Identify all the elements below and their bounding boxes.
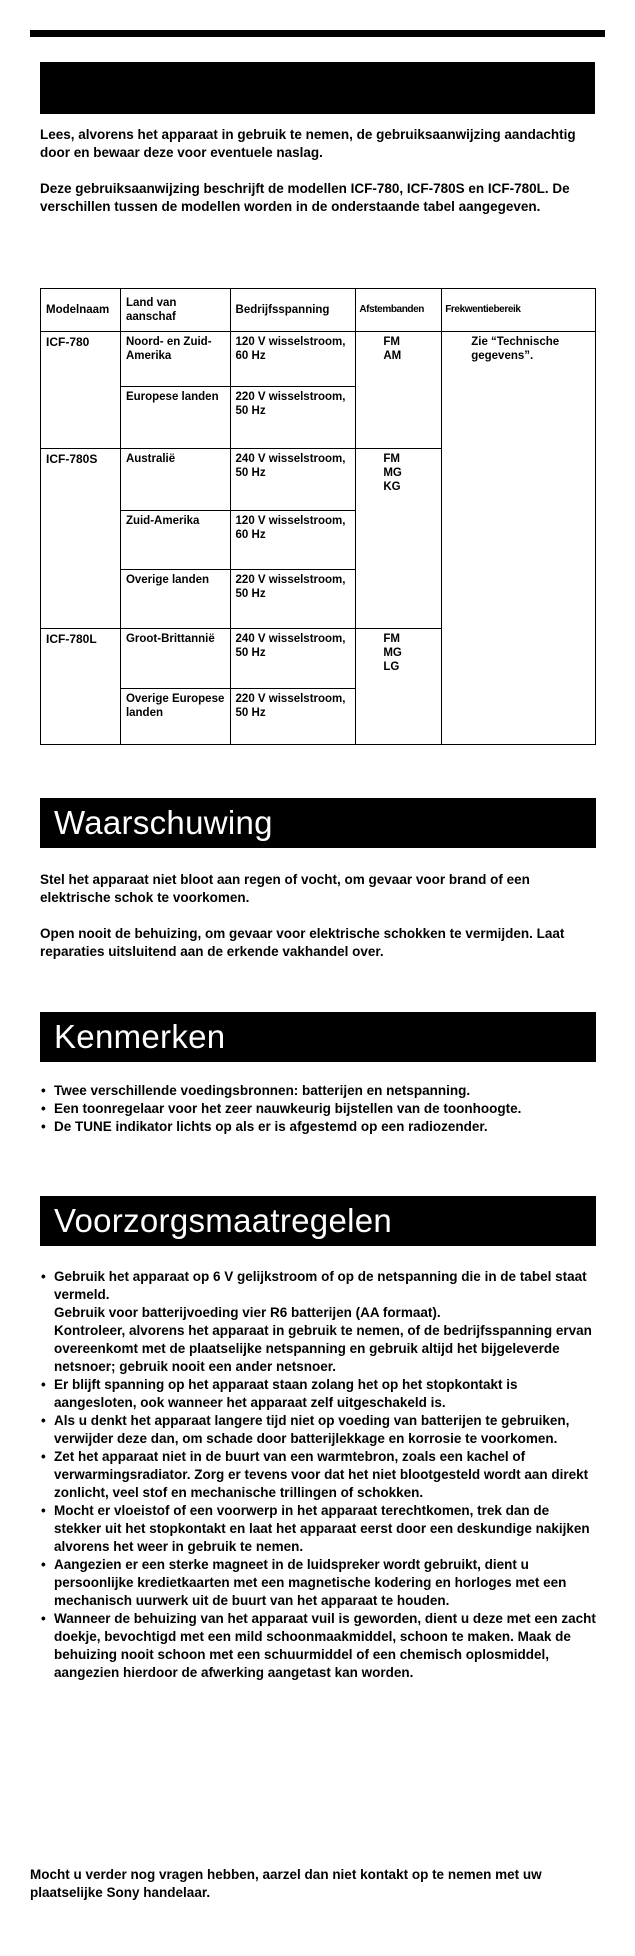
list-item — [40, 1268, 600, 1376]
bands-text: FM MG LG — [383, 633, 402, 673]
bands-cell — [356, 332, 442, 449]
country-cell: Australië — [120, 449, 230, 511]
table-row — [41, 332, 596, 387]
precaution-1b: Gebruik voor batterijvoeding vier R6 batterijen (AA formaat). — [54, 1305, 441, 1320]
header-bands: Afstembanden — [356, 289, 442, 332]
features-header: Kenmerken — [40, 1012, 596, 1062]
list-item: • Als u denkt het apparaat langere tijd niet op voeding van batterijen te gebruiken, verwijder deze dan, om schade door batterijlekkage en korrosie te voorkomen. — [40, 1412, 600, 1448]
voltage-cell: 220 V wisselstroom, 50 Hz — [230, 570, 356, 629]
model-name: ICF-780L — [41, 629, 121, 745]
intro-paragraph-1: Lees, alvorens het apparaat in gebruik te nemen, de gebruiksaanwijzing aandachtig door en bewaar deze voor eventuele naslag. — [40, 127, 576, 160]
list-item: • Wanneer de behuizing van het apparaat vuil is geworden, dient u deze met een zacht doekje, bevochtigd met een mild schoonmaakmiddel, schoon te maken. Maak de behuizing nooit schoon met een schuurmiddel of een chemisch oplosmiddel, aangezien hierdoor de afwerking aangetast kan worden. — [40, 1610, 600, 1682]
bands-cell — [356, 449, 442, 629]
list-item: • De TUNE indikator lichts op als er is afgestemd op een radiozender. — [40, 1118, 600, 1136]
voltage-cell: 120 V wisselstroom, 60 Hz — [230, 332, 356, 387]
header-model: Modelnaam — [41, 289, 121, 332]
bands-text: FM MG KG — [383, 453, 402, 493]
header-voltage: Bedrijfsspanning — [230, 289, 356, 332]
voltage-cell: 120 V wisselstroom, 60 Hz — [230, 511, 356, 570]
precautions-list — [40, 1268, 600, 1682]
list-item: • Er blijft spanning op het apparaat staan zolang het op het stopkontakt is aangesloten, ook wanneer het apparaat zelf uitgeschakeld is. — [40, 1376, 600, 1412]
list-item: • Aangezien er een sterke magneet in de luidspreker wordt gebruikt, dient u persoonlijke kredietkaarten met een magnetische kodering en horloges met een mechanisch uurwerk uit de buurt van het apparaat te houden. — [40, 1556, 600, 1610]
table-header-row — [41, 289, 596, 332]
voltage-cell: 220 V wisselstroom, 50 Hz — [230, 689, 356, 745]
header-country: Land van aanschaf — [120, 289, 230, 332]
warning-paragraph-1: Stel het apparaat niet bloot aan regen of vocht, om gevaar voor brand of een elektrische schok te voorkomen. — [40, 872, 530, 905]
header-frequency: Frekwentiebereik — [442, 289, 596, 332]
title-bar — [40, 62, 595, 114]
country-cell: Groot-Brittannië — [120, 629, 230, 689]
bands-text: FM AM — [383, 336, 402, 362]
warning-paragraph-2: Open nooit de behuizing, om gevaar voor elektrische schokken te vermijden. Laat reparaties uitsluitend aan de erkende vakhandel over. — [40, 926, 565, 959]
warning-header: Waarschuwing — [40, 798, 596, 848]
list-item: • Zet het apparaat niet in de buurt van een warmtebron, zoals een kachel of verwarmingsradiator. Zorg er tevens voor dat het niet blootgesteld wordt aan direkt zonlicht, veel stof en mechanische trillingen of schokken. — [40, 1448, 600, 1502]
precaution-1c: Kontroleer, alvorens het apparaat in gebruik te nemen, of de bedrijfsspanning ervan overeenkomt met de plaatselijke netspanning en gebruik altijd het bijgeleverde netsnoer; gebruik nooit een ander netsnoer. — [54, 1323, 592, 1374]
country-cell: Overige Europese landen — [120, 689, 230, 745]
country-cell: Noord- en Zuid-Amerika — [120, 332, 230, 387]
bands-cell — [356, 629, 442, 745]
list-item: • Mocht er vloeistof of een voorwerp in het apparaat terechtkomen, trek dan de stekker uit het stopkontakt en laat het apparaat eerst door een deskundige nakijken alvorens het weer in gebruik te nemen. — [40, 1502, 600, 1556]
frequency-cell — [442, 332, 596, 745]
country-cell: Zuid-Amerika — [120, 511, 230, 570]
frequency-text: Zie “Technische gegevens”. — [471, 336, 560, 362]
intro-section — [40, 126, 600, 234]
model-table — [40, 288, 596, 745]
warning-section — [40, 871, 600, 979]
features-section — [40, 1082, 600, 1136]
country-cell: Europese landen — [120, 387, 230, 449]
precautions-section — [40, 1268, 600, 1682]
voltage-cell: 240 V wisselstroom, 50 Hz — [230, 449, 356, 511]
voltage-cell: 240 V wisselstroom, 50 Hz — [230, 629, 356, 689]
voltage-cell: 220 V wisselstroom, 50 Hz — [230, 387, 356, 449]
precautions-header: Voorzorgsmaatregelen — [40, 1196, 596, 1246]
model-name: ICF-780S — [41, 449, 121, 629]
list-item: • Een toonregelaar voor het zeer nauwkeurig bijstellen van de toonhoogte. — [40, 1100, 600, 1118]
top-rule — [30, 30, 605, 37]
footer-note: Mocht u verder nog vragen hebben, aarzel dan niet kontakt op te nemen met uw plaatselijke Sony handelaar. — [30, 1867, 542, 1900]
list-item: • Twee verschillende voedingsbronnen: batterijen en netspanning. — [40, 1082, 600, 1100]
model-name: ICF-780 — [41, 332, 121, 449]
features-list — [40, 1082, 600, 1136]
intro-paragraph-2: Deze gebruiksaanwijzing beschrijft de modellen ICF-780, ICF-780S en ICF-780L. De verschillen tussen de modellen worden in de onderstaande tabel aangegeven. — [40, 181, 570, 214]
precaution-1a: • Gebruik het apparaat op 6 V gelijkstroom of op de netspanning die in de tabel staat vermeld. — [54, 1269, 587, 1302]
country-cell: Overige landen — [120, 570, 230, 629]
